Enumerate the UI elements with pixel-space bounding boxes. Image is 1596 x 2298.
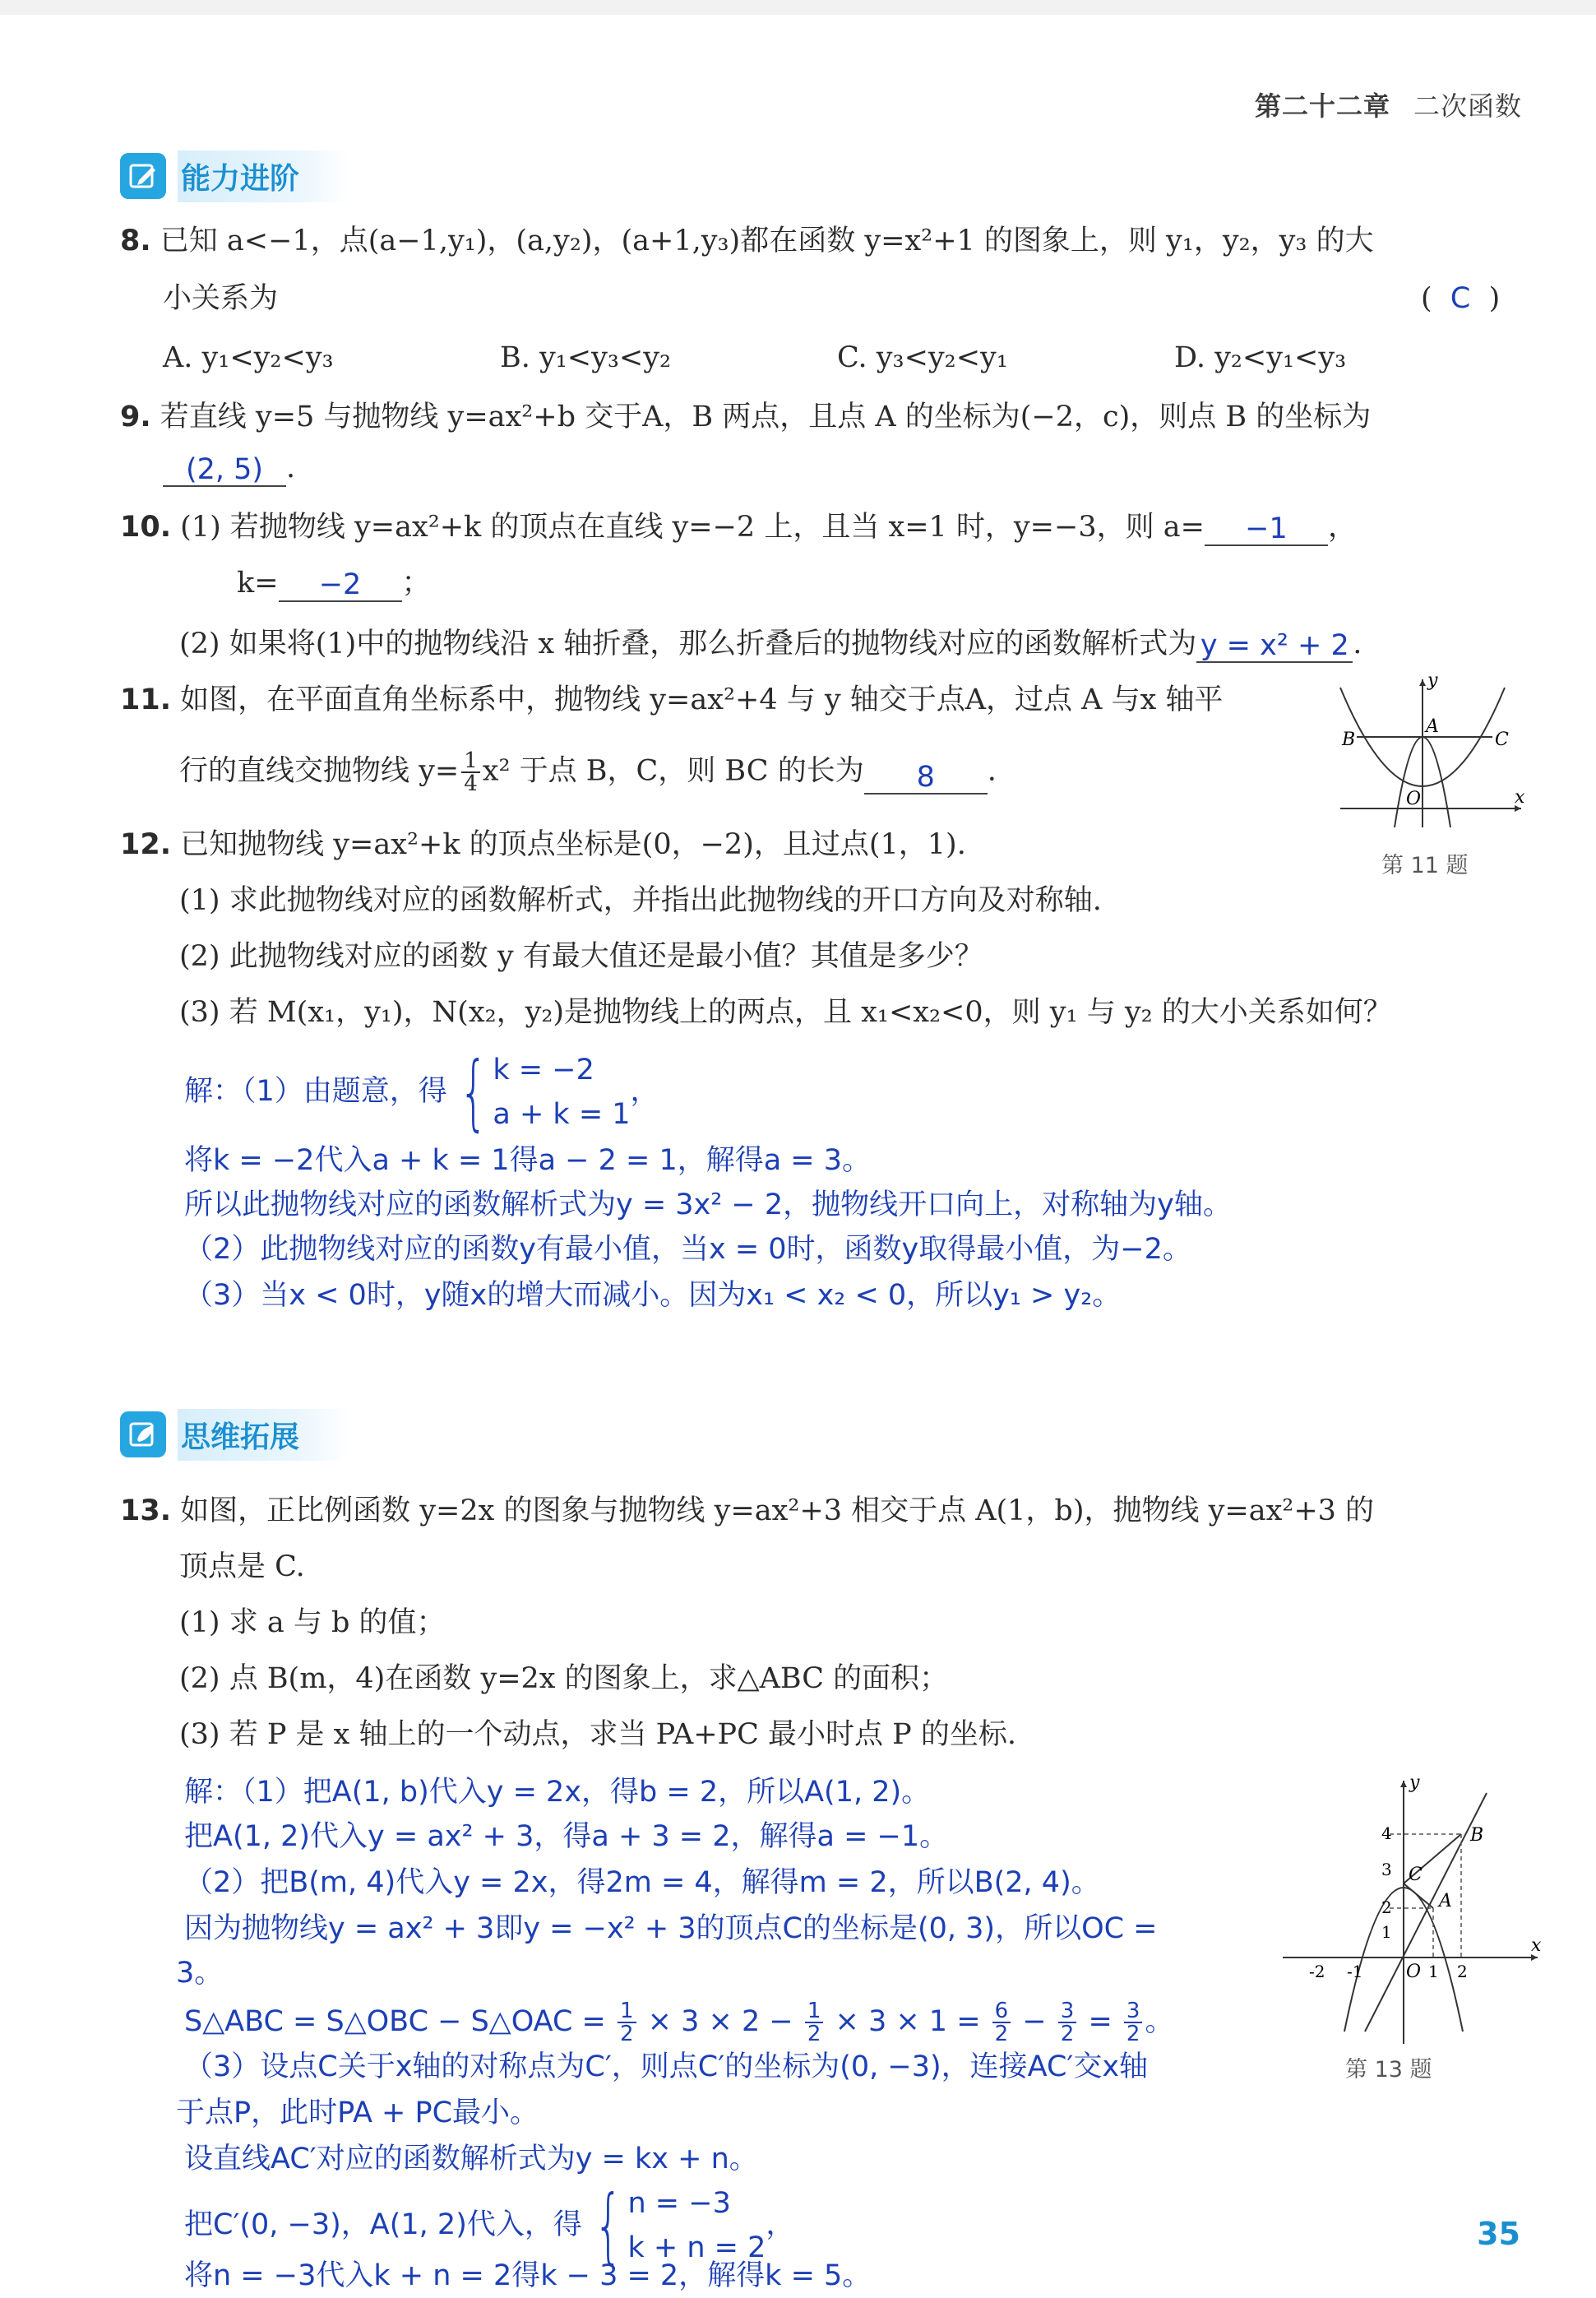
q13-tick-m1: -1 [1347, 1962, 1363, 1981]
q13-line2: 顶点是 C. [179, 1550, 305, 1583]
q13-p1: (1) 求 a 与 b 的值； [179, 1606, 446, 1639]
q13-number: 13. [120, 1494, 172, 1527]
q13-sol-1: 解：（1）把A(1, b)代入y = 2x，得b = 2，所以A(1, 2)。 [184, 1776, 931, 1809]
q9-blank-line: (2, 5) . [163, 449, 295, 487]
chapter-title: 二次函数 [1413, 90, 1522, 122]
q13-sol-11: 将n = −3代入k + n = 2得k − 3 = 2，解得k = 5。 [184, 2259, 872, 2292]
q11-label-a: A [1426, 716, 1439, 737]
q10-k-answer: −2 [279, 569, 402, 602]
q13-sol-8: 于点P，此时PA + PC最小。 [176, 2096, 539, 2129]
q13-label-c: C [1409, 1865, 1423, 1885]
q9-number: 9. [120, 401, 151, 433]
q11-label-c: C [1495, 730, 1509, 750]
q8-number: 8. [120, 225, 151, 257]
q13-tick-2: 2 [1381, 1897, 1392, 1917]
chapter-number: 第二十二章 [1254, 90, 1390, 122]
q12-sys-eq2: a + k = 1 [493, 1098, 631, 1131]
q12-p1: (1) 求此抛物线对应的函数解析式，并指出此抛物线的开口方向及对称轴. [179, 884, 1102, 917]
section-title-advanced: 能力进阶 [178, 151, 349, 202]
q8-text1: 已知 a<−1，点(a−1,y₁)，(a,y₂)，(a+1,y₃)都在函数 y=x²+1 的图象上，则 y₁，y₂，y₃ 的大 [160, 225, 1374, 257]
q10-line3: (2) 如果将(1)中的抛物线沿 x 轴折叠，那么折叠后的抛物线对应的函数解析式为 y = x² + 2 . [179, 628, 1362, 662]
q11-text1: 如图，在平面直角坐标系中，抛物线 y=ax²+4 与 y 轴交于点A，过点 A 与x 轴平 [180, 683, 1224, 716]
rocket-icon [120, 1411, 166, 1457]
q13-p3: (3) 若 P 是 x 轴上的一个动点，求当 PA+PC 最小时点 P 的坐标. [179, 1718, 1016, 1751]
q11-label-x: x [1515, 787, 1525, 808]
q13-figure [1274, 1768, 1546, 2048]
page-number: 35 [1477, 2216, 1520, 2252]
q11-label-o: O [1406, 789, 1422, 809]
q13-tick-m2: -2 [1309, 1962, 1325, 1981]
q10-part2: (2) 如果将(1)中的抛物线沿 x 轴折叠，那么折叠后的抛物线对应的函数解析式为 [179, 628, 1197, 660]
q13-sol-6: S△ABC = S△OBC − S△OAC = $\frac{1}{2}$ × 3 × 2 − $\frac{1}{2}$ × 3 × 1 = $\frac{6}{2}$ − $\frac{3}{2}$ = $\frac{3}{2}$ 。 [184, 1999, 1174, 2046]
q13-sol-3: （2）把B(m, 4)代入y = 2x，得2m = 4，解得m = 2，所以B(2, 4)。 [184, 1866, 1100, 1899]
q10-a-answer: −1 [1205, 513, 1328, 546]
q13-sol10-intro: 把C′(0, −3)，A(1, 2)代入，得 [184, 2208, 582, 2241]
q10-number: 10. [120, 511, 172, 544]
q10-line1: 10. (1) 若抛物线 y=ax²+k 的顶点在直线 y=−2 上，且当 x=1 时，y=−3，则 a= −1 ， [120, 511, 1357, 545]
q12-sol-5: （3）当x < 0时，y随x的增大而减小。因为x₁ < x₂ < 0，所以y₁ > y₂。 [184, 1279, 1122, 1312]
q13-p2: (2) 点 B(m，4)在函数 y=2x 的图象上，求△ABC 的面积； [179, 1662, 949, 1695]
section-title-extension: 思维拓展 [178, 1409, 349, 1461]
q10-line2: k= −2 ； [237, 567, 431, 601]
q8-answer-box: ( C ) [1421, 282, 1501, 315]
q11-label-y: y [1427, 671, 1438, 691]
q11-fraction: $\frac{1}{4}$ [461, 750, 480, 795]
q8-line2 [163, 280, 278, 317]
q13-sys-eq1: n = −3 [627, 2187, 731, 2220]
q13-label-a: A [1439, 1891, 1452, 1911]
q13-sol-7: （3）设点C关于x轴的对称点为C′，则点C′的坐标为(0, −3)，连接AC′交x轴 [184, 2050, 1149, 2083]
q10-part2-answer: y = x² + 2 [1196, 630, 1353, 663]
q11-text2a: 行的直线交抛物线 y= [179, 754, 460, 788]
q8-text2: 小关系为 [163, 282, 279, 315]
q12-sol-2: 将k = −2代入a + k = 1得a − 2 = 1，解得a = 3。 [184, 1144, 872, 1177]
q12-sys-eq1: k = −2 [493, 1054, 594, 1086]
q13-sol-2: 把A(1, 2)代入y = ax² + 3，得a + 3 = 2，解得a = −1。 [184, 1820, 949, 1853]
q13-sol-5: 3。 [176, 1957, 224, 1990]
q8-option-a: A. y₁<y₂<y₃ [163, 341, 334, 374]
q13-tick-p2: 2 [1457, 1962, 1468, 1981]
q8-option-b: B. y₁<y₃<y₂ [500, 341, 672, 374]
q13-tick-1: 1 [1381, 1922, 1392, 1942]
q8-option-c: C. y₃<y₂<y₁ [837, 341, 1008, 374]
q12-sol-4: （2）此抛物线对应的函数y有最小值，当x = 0时，函数y取得最小值，为−2。 [184, 1233, 1191, 1266]
section-extension [120, 1410, 349, 1459]
q13-caption: 第 13 题 [1345, 2057, 1432, 2083]
q8-option-d: D. y₂<y₁<y₃ [1174, 341, 1347, 374]
q13-text1: 如图，正比例函数 y=2x 的图象与抛物线 y=ax²+3 相交于点 A(1，b)，抛物线 y=ax²+3 的 [180, 1494, 1375, 1527]
q13-system: { n = −3 k + n = 2 [594, 2177, 766, 2273]
q13-label-x: x [1531, 1935, 1542, 1956]
q11-caption: 第 11 题 [1381, 853, 1469, 878]
q13-tick-3: 3 [1381, 1860, 1392, 1879]
q12-sol-intro: 解：（1）由题意，得 [184, 1075, 447, 1108]
q13-sol-9: 设直线AC′对应的函数解析式为y = kx + n。 [184, 2143, 758, 2175]
q13-sol-10: 把C′(0, −3)，A(1, 2)代入，得 { n = −3 k + n = 2 ， [184, 2177, 795, 2273]
q12-system: { k = −2 a + k = 1 [459, 1044, 631, 1140]
q13-tick-p1: 1 [1428, 1962, 1439, 1981]
q13-segment-ca [1404, 1883, 1433, 1908]
q13-sys-eq2: k + n = 2 [627, 2231, 766, 2264]
q9-answer: (2, 5) [163, 454, 286, 487]
q10-k-label: k= [237, 567, 279, 600]
q8-line1 [120, 222, 1374, 260]
q12-sol-1: 解：（1）由题意，得 { k = −2 a + k = 1 ， [184, 1044, 659, 1140]
q11-figure [1324, 671, 1529, 836]
q11-label-b: B [1342, 730, 1356, 750]
top-strip [0, 0, 1596, 15]
q10-part1: (1) 若抛物线 y=ax²+k 的顶点在直线 y=−2 上，且当 x=1 时，y=−3，则 a= [180, 511, 1205, 544]
q9-line1 [120, 398, 1371, 436]
q11-line2: 行的直线交抛物线 y= $\frac{1}{4}$ x² 于点 B，C，则 BC 的长为 8 . [179, 748, 997, 796]
q11-number: 11. [120, 683, 172, 716]
q13-label-o: O [1406, 1962, 1422, 1982]
q12-p2: (2) 此抛物线对应的函数 y 有最大值还是最小值？其值是多少？ [179, 940, 983, 973]
q8-answer: C [1450, 282, 1471, 315]
q13-tick-4: 4 [1381, 1823, 1392, 1843]
q12-sol-3: 所以此抛物线对应的函数解析式为y = 3x² − 2，抛物线开口向上，对称轴为y轴。 [184, 1188, 1232, 1221]
chapter-header [1255, 86, 1522, 123]
q12-number: 12. [120, 828, 172, 861]
section-advanced [120, 151, 349, 201]
q11-answer: 8 [864, 762, 988, 795]
q9-text1: 若直线 y=5 与抛物线 y=ax²+b 交于A，B 两点，且点 A 的坐标为(−2，c)，则点 B 的坐标为 [160, 401, 1372, 433]
q11-line1 [120, 681, 1223, 719]
q11-text2b: x² 于点 B，C，则 BC 的长为 [482, 754, 864, 788]
pencil-icon [120, 153, 166, 199]
q12-text1: 已知抛物线 y=ax²+k 的顶点坐标是(0，−2)，且过点(1，1). [180, 828, 966, 861]
q12-p3: (3) 若 M(x₁，y₁)，N(x₂，y₂)是抛物线上的两点，且 x₁<x₂<0，则 y₁ 与 y₂ 的大小关系如何？ [179, 996, 1392, 1029]
q13-sol-4: 因为抛物线y = ax² + 3即y = −x² + 3的顶点C的坐标是(0, 3)，所以OC = [184, 1912, 1158, 1945]
q13-label-b: B [1470, 1825, 1484, 1846]
q12-line1 [120, 826, 966, 864]
q13-line1 [120, 1492, 1374, 1530]
q13-label-y: y [1409, 1772, 1420, 1793]
